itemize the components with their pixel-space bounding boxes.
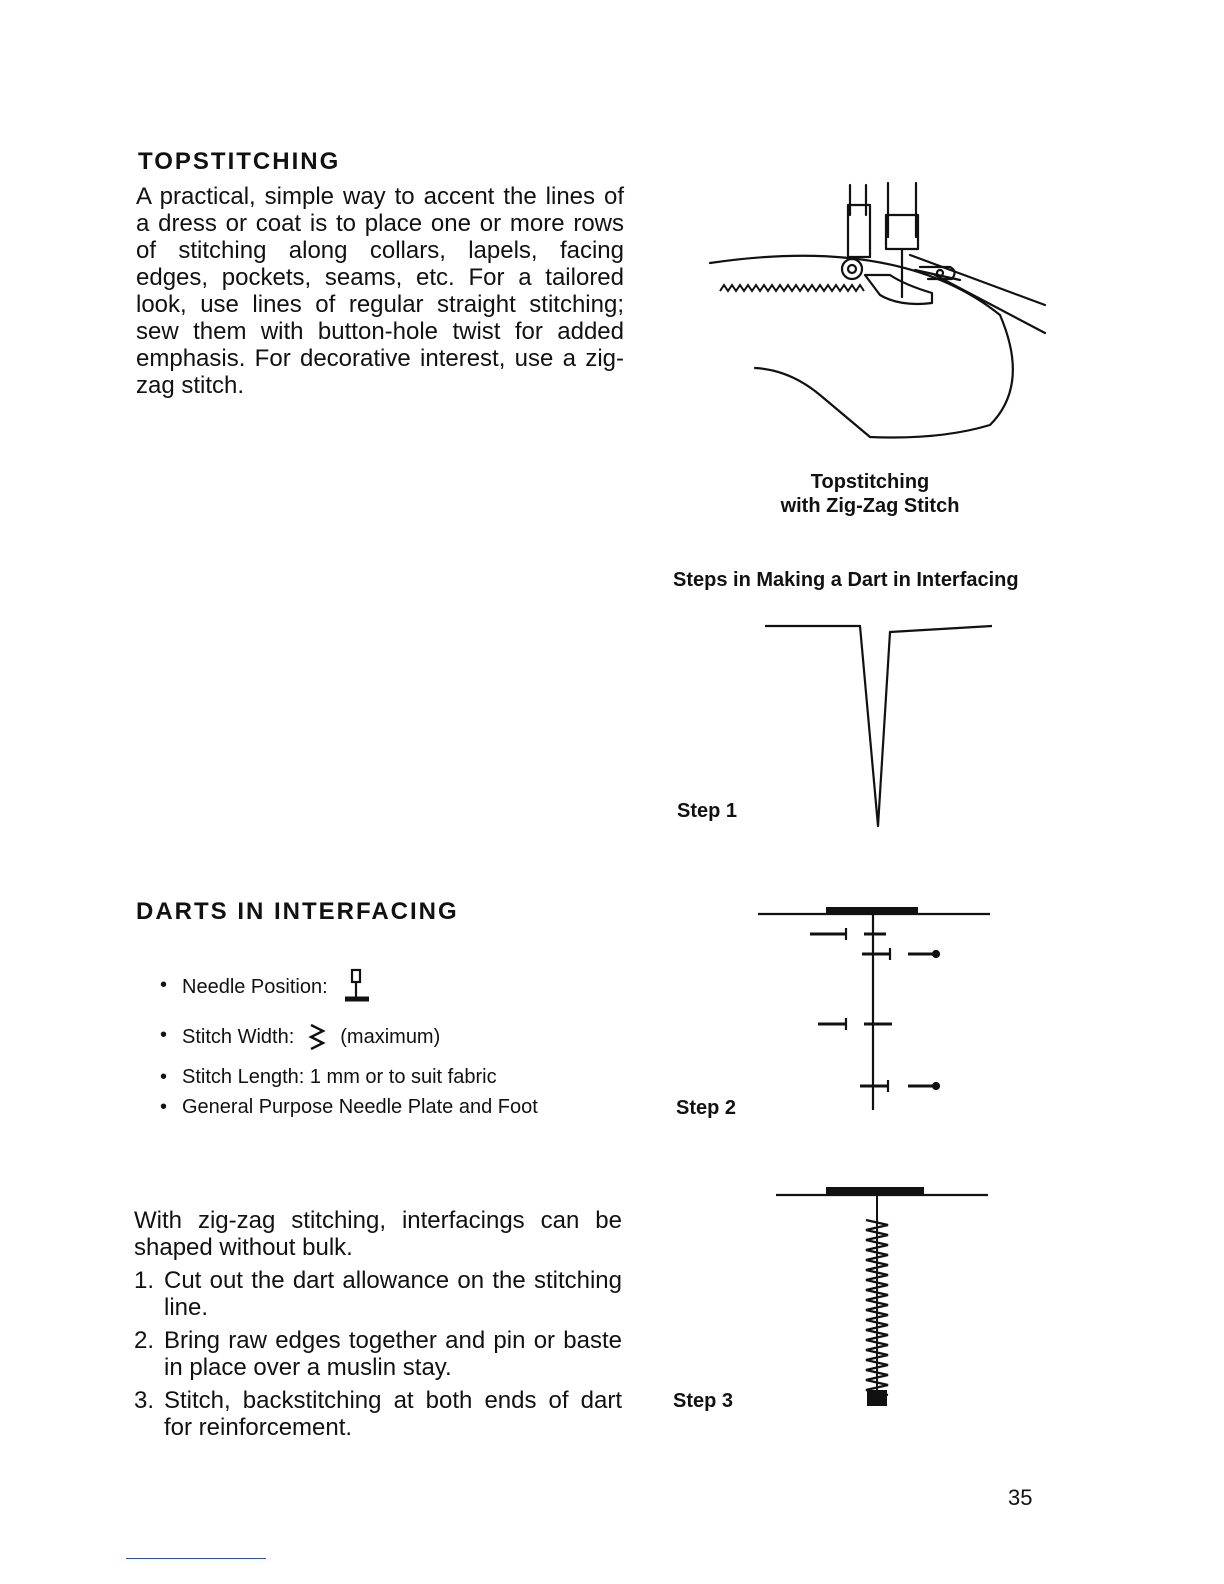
darts-step <box>134 1327 622 1381</box>
plate-and-foot-text: General Purpose Needle Plate and Foot <box>182 1096 538 1118</box>
step3-dart-diagram <box>774 1180 992 1412</box>
bullet-icon: • <box>160 1096 168 1118</box>
step2-dart-diagram <box>756 900 992 1118</box>
needle-position-icon <box>340 967 374 1007</box>
stitch-width-icon <box>306 1022 328 1052</box>
bullet-icon: • <box>160 974 168 996</box>
spec-stitch-width <box>156 1012 626 1062</box>
step-number: 3. <box>134 1387 155 1414</box>
darts-step <box>134 1267 622 1321</box>
page-number: 35 <box>1008 1485 1033 1510</box>
stitch-width-value: (maximum) <box>340 1025 441 1048</box>
darts-heading: DARTS IN INTERFACING <box>136 898 459 925</box>
stitch-length-text: Stitch Length: 1 mm or to suit fabric <box>182 1066 497 1088</box>
caption-line-1: Topstitching <box>810 471 930 493</box>
bullet-icon: • <box>160 1066 168 1088</box>
step-number: 2. <box>134 1327 155 1354</box>
topstitching-heading: TOPSTITCHING <box>138 148 341 175</box>
step3-label: Step 3 <box>673 1390 734 1412</box>
needle-position-label: Needle Position: <box>182 975 328 998</box>
step-text: Bring raw edges together and pin or baste in place over a muslin stay. <box>164 1327 622 1381</box>
zigzag-stitch-line <box>720 285 864 291</box>
darts-step <box>134 1387 622 1441</box>
stitch-width-label: Stitch Width: <box>182 1025 295 1048</box>
topstitching-illustration <box>700 175 1060 445</box>
spec-needle-position <box>156 962 626 1012</box>
bullet-icon: • <box>160 1024 168 1046</box>
darts-steps-list <box>134 1267 622 1447</box>
step-number: 1. <box>134 1267 155 1294</box>
step2-label: Step 2 <box>676 1097 737 1119</box>
spec-stitch-length <box>156 1062 626 1092</box>
step-text: Cut out the dart allowance on the stitching line. <box>164 1267 622 1321</box>
step1-dart-diagram <box>760 618 1000 833</box>
darts-intro: With zig-zag stitching, interfacings can be shaped without bulk. <box>134 1207 622 1261</box>
footer-rule <box>126 1558 266 1559</box>
dart-figures-title: Steps in Making a Dart in Interfacing <box>673 569 1019 591</box>
step1-label: Step 1 <box>677 800 738 822</box>
spec-plate-and-foot <box>156 1092 626 1122</box>
step-text: Stitch, backstitching at both ends of dart for reinforcement. <box>164 1387 622 1441</box>
topstitching-figure-caption <box>740 470 1000 518</box>
darts-specs-list <box>156 962 626 1122</box>
caption-line-2: with Zig-Zag Stitch <box>780 495 960 517</box>
topstitching-paragraph: A practical, simple way to accent the lines of a dress or coat is to place one or more rows of stitching along collars, lapels, facing edges, pockets, seams, etc. For a tailored look, use lines of regular straight stitching; sew them with button-hole twist for added emphasis. For decorative interest, use a zig-zag stitch. <box>136 183 624 399</box>
